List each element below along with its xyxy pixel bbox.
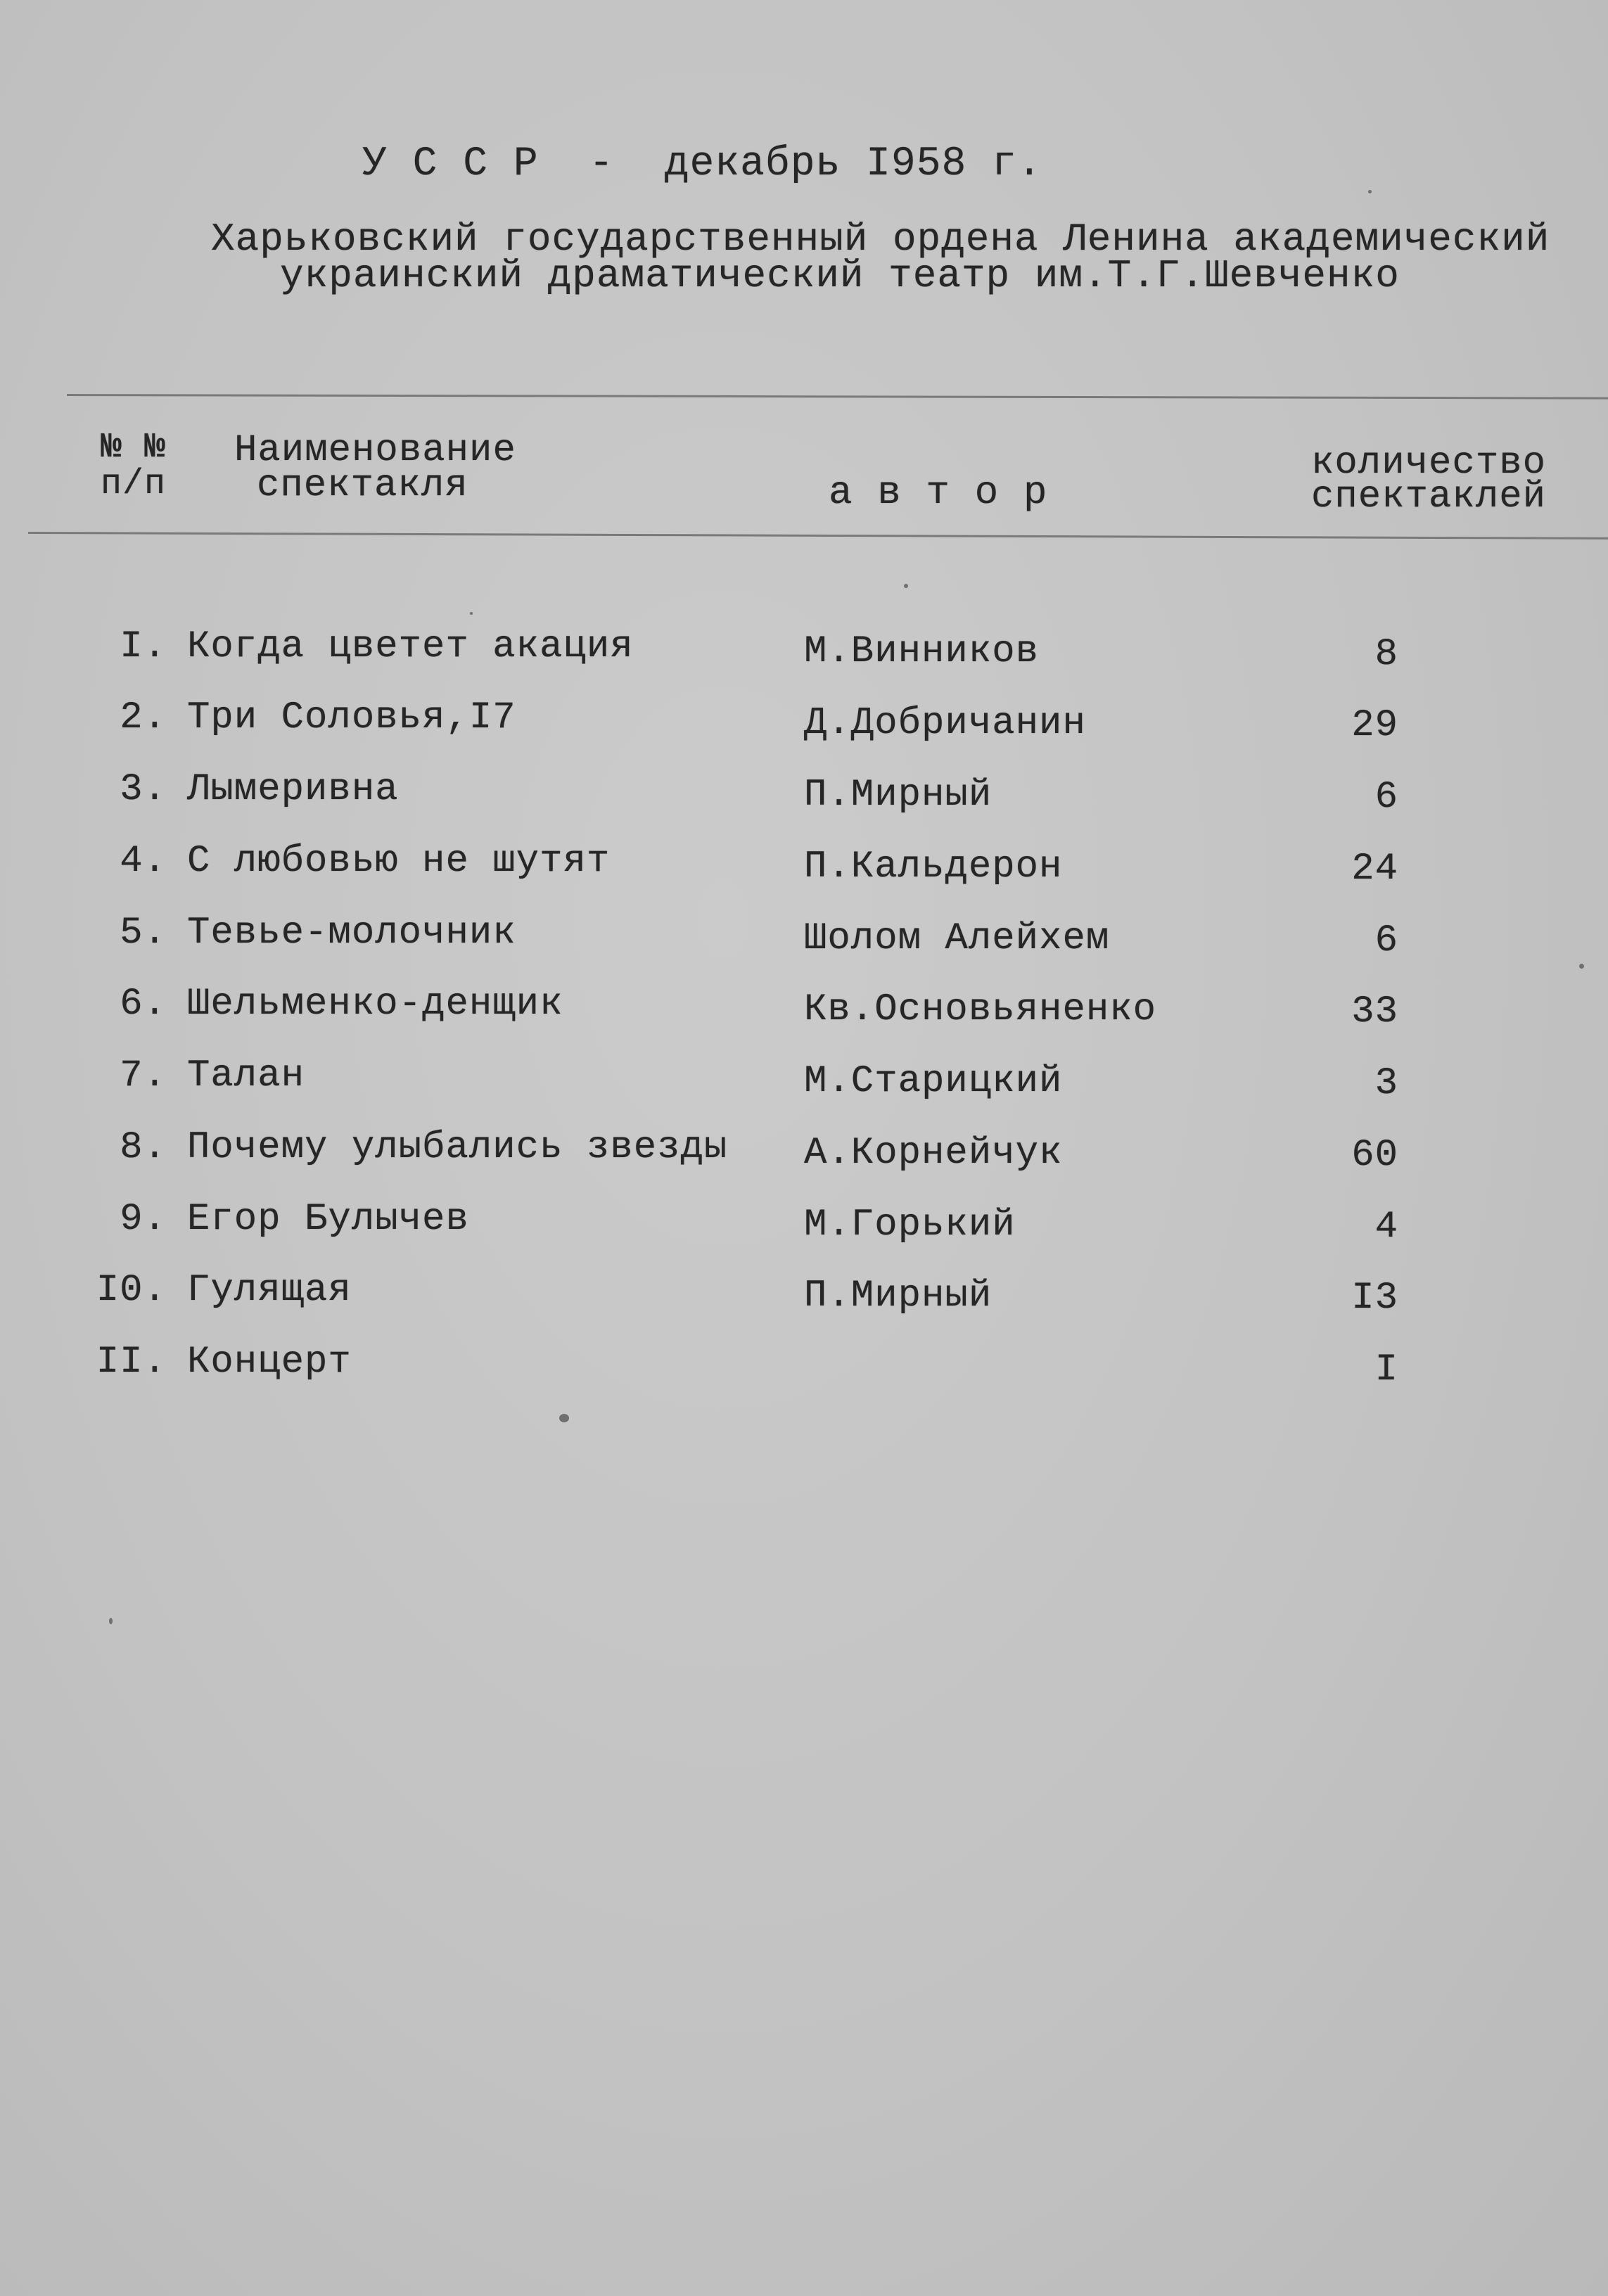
row-author: П.Мирный bbox=[804, 774, 993, 817]
row-author: Кв.Основьяненко bbox=[804, 988, 1157, 1031]
paper-speck bbox=[1368, 190, 1372, 193]
row-title: Гулящая bbox=[187, 1269, 352, 1312]
row-number: I0. bbox=[96, 1269, 167, 1312]
row-title: Егор Булычев bbox=[187, 1198, 469, 1241]
col-header-count-line-1: количество bbox=[1311, 442, 1547, 485]
row-title: Когда цветет акация bbox=[187, 625, 634, 668]
paper-speck bbox=[1579, 964, 1584, 969]
row-number: 2. bbox=[120, 696, 167, 739]
row-number: 6. bbox=[120, 983, 167, 1026]
row-number: 7. bbox=[120, 1054, 167, 1097]
paper-speck bbox=[904, 584, 908, 588]
row-title: Концерт bbox=[187, 1341, 352, 1384]
row-title: Тевье-молочник bbox=[187, 912, 516, 955]
header-theatre-line-2: украинский драматический театр им.Т.Г.Шевченко bbox=[280, 253, 1400, 298]
row-author: П.Мирный bbox=[804, 1275, 993, 1318]
row-count: 29 bbox=[1351, 704, 1398, 747]
row-title: Почему улыбались звезды bbox=[187, 1126, 728, 1169]
header-republic-date: У С С Р - декабрь I958 г. bbox=[362, 141, 1042, 187]
row-title: Шельменко-денщик bbox=[187, 983, 563, 1026]
col-header-number-line-2: п/п bbox=[101, 464, 167, 504]
row-author: П.Кальдерон bbox=[804, 846, 1063, 888]
row-author: Шолом Алейхем bbox=[804, 917, 1110, 960]
row-author: А.Корнейчук bbox=[804, 1132, 1063, 1175]
row-number: 8. bbox=[120, 1126, 167, 1169]
paper-speck bbox=[470, 612, 473, 615]
row-number: I. bbox=[120, 625, 167, 668]
paper-speck bbox=[109, 1618, 113, 1624]
row-count: 33 bbox=[1351, 990, 1398, 1033]
row-title: Талан bbox=[187, 1054, 305, 1097]
row-number: 3. bbox=[120, 768, 167, 811]
row-count: I3 bbox=[1351, 1277, 1398, 1320]
paper-speck bbox=[559, 1414, 569, 1422]
header-theatre-line-1: Харьковский государственный ордена Ленина академический bbox=[211, 217, 1550, 262]
col-header-count-line-2: спектаклей bbox=[1311, 476, 1547, 518]
table-header-bottom-rule bbox=[28, 532, 1608, 540]
row-count: 24 bbox=[1351, 848, 1398, 891]
row-author: М.Старицкий bbox=[804, 1060, 1063, 1103]
row-title: Три Соловья,I7 bbox=[187, 696, 516, 739]
row-count: 4 bbox=[1374, 1206, 1398, 1249]
row-title: Лымеривна bbox=[187, 768, 399, 811]
row-count: 8 bbox=[1374, 633, 1398, 676]
row-author: М.Винников bbox=[804, 630, 1040, 673]
row-number: 5. bbox=[120, 912, 167, 955]
row-number: 9. bbox=[120, 1198, 167, 1241]
row-count: 6 bbox=[1374, 776, 1398, 819]
row-count: 60 bbox=[1351, 1134, 1398, 1177]
col-header-title-line-2: спектакля bbox=[257, 464, 468, 507]
col-header-author: а в т о р bbox=[829, 470, 1048, 515]
row-number: 4. bbox=[120, 840, 167, 883]
col-header-number-line-1: № № bbox=[101, 428, 167, 468]
table-top-rule bbox=[67, 394, 1608, 400]
row-author: Д.Добричанин bbox=[804, 702, 1086, 745]
row-author: М.Горький bbox=[804, 1204, 1016, 1246]
row-number: II. bbox=[96, 1341, 167, 1384]
row-count: 3 bbox=[1374, 1062, 1398, 1105]
row-title: С любовью не шутят bbox=[187, 840, 611, 883]
col-header-title-line-1: Наименование bbox=[234, 429, 516, 472]
row-count: 6 bbox=[1374, 919, 1398, 962]
row-count: I bbox=[1374, 1348, 1398, 1391]
